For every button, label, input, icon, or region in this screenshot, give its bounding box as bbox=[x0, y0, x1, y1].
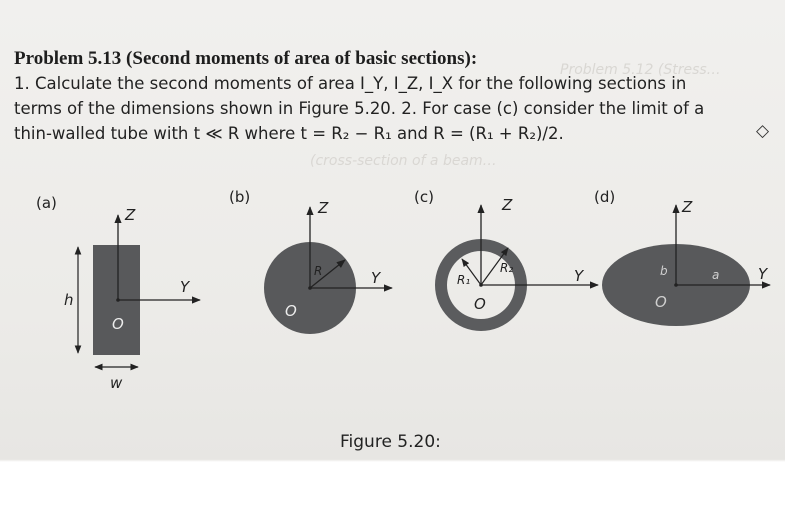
height-label: h bbox=[64, 291, 74, 309]
semi-axis-a-label: a bbox=[712, 268, 720, 282]
panel-c-z-label: Z bbox=[502, 196, 513, 214]
statement-line-2: terms of the dimensions shown in Figure 5.20. 2. For case (c) consider the limit of a bbox=[14, 99, 705, 118]
width-label: w bbox=[110, 374, 123, 392]
outer-radius-label: R₂ bbox=[500, 261, 514, 275]
statement-line-1-text: 1. Calculate the second moments of area I_Y, I_Z, I_X for the following sections in bbox=[14, 74, 687, 93]
panel-c-tube-section bbox=[414, 188, 598, 331]
panel-a-origin-dot bbox=[116, 298, 120, 302]
bleed-through-text: (cross-section of a beam… bbox=[310, 153, 497, 169]
panel-b-tag: (b) bbox=[229, 188, 251, 206]
panel-a-rectangle-section bbox=[36, 194, 200, 392]
radius-label: R bbox=[314, 264, 323, 278]
figure-caption: Figure 5.20: bbox=[340, 432, 441, 452]
panel-a-origin-label: O bbox=[112, 315, 124, 333]
panel-d-origin-label: O bbox=[655, 293, 667, 311]
problem-title: Problem 5.13 (Second moments of area of basic sections): bbox=[14, 48, 478, 69]
panel-c-y-label: Y bbox=[574, 267, 584, 285]
panel-d-y-label: Y bbox=[758, 265, 768, 283]
bleed-through-text: Problem 5.12 (Stress… bbox=[560, 62, 721, 78]
statement-line-1 bbox=[14, 71, 774, 96]
panel-c-tag: (c) bbox=[414, 188, 434, 206]
inner-radius-label: R₁ bbox=[457, 273, 471, 287]
panel-b-z-label: Z bbox=[318, 199, 329, 217]
panel-d-z-label: Z bbox=[682, 198, 693, 216]
panel-d-origin-dot bbox=[674, 283, 678, 287]
panel-b-origin-label: O bbox=[285, 302, 297, 320]
panel-d-tag: (d) bbox=[594, 188, 616, 206]
figure-5-20 bbox=[0, 175, 785, 430]
panel-d-ellipse-section bbox=[594, 188, 770, 326]
panel-b-circle-section bbox=[229, 188, 392, 334]
panel-c-origin-label: O bbox=[474, 295, 486, 313]
panel-a-z-label: Z bbox=[125, 206, 136, 224]
panel-b-y-label: Y bbox=[371, 269, 381, 287]
statement-line-3: thin-walled tube with t ≪ R where t = R₂ − R₁ and R = (R₁ + R₂)/2. bbox=[14, 124, 564, 143]
semi-axis-b-label: b bbox=[660, 264, 668, 278]
problem-statement bbox=[14, 71, 774, 146]
panel-a-y-label: Y bbox=[180, 278, 190, 296]
panel-b-origin-dot bbox=[308, 286, 312, 290]
end-of-problem-diamond-icon: ◇ bbox=[756, 121, 770, 141]
panel-c-origin-dot bbox=[479, 283, 483, 287]
panel-a-tag: (a) bbox=[36, 194, 57, 212]
